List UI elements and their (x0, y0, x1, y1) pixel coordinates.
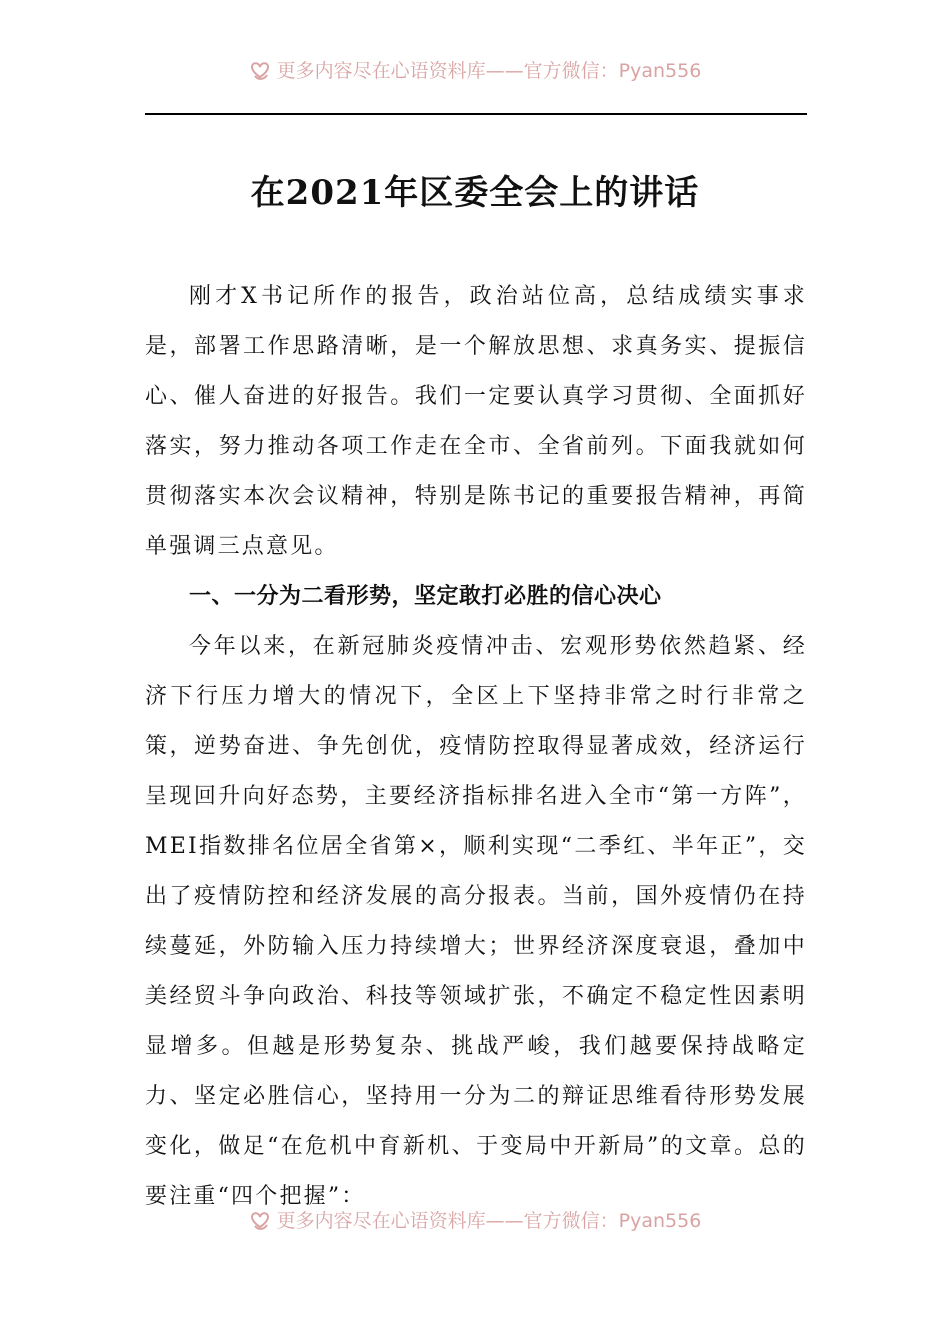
document-body (145, 272, 807, 1222)
watermark-top-text: 更多内容尽在心语资料库——官方微信：Pyan556 (276, 60, 702, 82)
watermark-logo-icon (249, 1209, 271, 1231)
watermark-bottom (0, 1208, 950, 1234)
watermark-top (0, 58, 950, 84)
section-1-paragraph: 今年以来，在新冠肺炎疫情冲击、宏观形势依然趋紧、经济下行压力增大的情况下，全区上下坚持非常之时行非常之策，逆势奋进、争先创优，疫情防控取得显著成效，经济运行呈现回升向好态势，主要经济指标排名进入全市“第一方阵”，MEI指数排名位居全省第×，顺利实现“二季红、半年正”，交出了疫情防控和经济发展的高分报表。当前，国外疫情仍在持续蔓延，外防输入压力持续增大；世界经济深度衰退，叠加中美经贸斗争向政治、科技等领域扩张，不确定不稳定性因素明显增多。但越是形势复杂、挑战严峻，我们越要保持战略定力、坚定必胜信心，坚持用一分为二的辩证思维看待形势发展变化，做足“在危机中育新机、于变局中开新局”的文章。总的要注重“四个把握”： (145, 634, 807, 1209)
intro-paragraph: 刚才X书记所作的报告，政治站位高，总结成绩实事求是，部署工作思路清晰，是一个解放思想、求真务实、提振信心、催人奋进的好报告。我们一定要认真学习贯彻、全面抓好落实，努力推动各项工作走在全市、全省前列。下面我就如何贯彻落实本次会议精神，特别是陈书记的重要报告精神，再简单强调三点意见。 (145, 284, 807, 559)
header-rule (145, 113, 807, 115)
watermark-logo-icon (249, 59, 271, 81)
section-heading-1: 一、一分为二看形势，坚定敢打必胜的信心决心 (189, 584, 662, 609)
watermark-bottom-text: 更多内容尽在心语资料库——官方微信：Pyan556 (276, 1210, 702, 1232)
document-title: 在2021年区委全会上的讲话 (250, 173, 700, 213)
